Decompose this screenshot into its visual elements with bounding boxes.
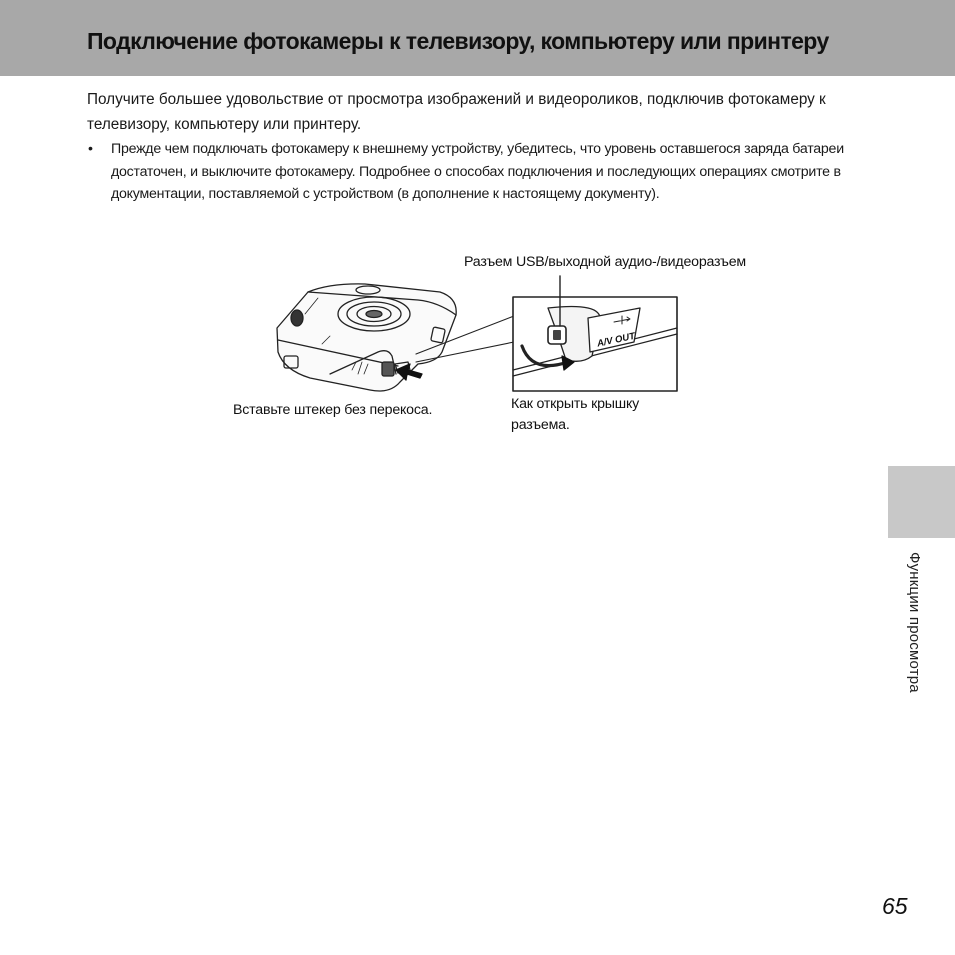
intro-paragraph: Получите большее удовольствие от просмотра изображений и видеороликов, подключив фотокамеру к телевизору, компьютеру или принтеру.: [87, 91, 826, 133]
section-tab-label: Функции просмотра: [906, 552, 923, 693]
page-number: 65: [882, 893, 908, 919]
bullet-text: Прежде чем подключать фотокамеру к внешнему устройству, убедитесь, что уровень оставшегося заряда батареи достаточен, и выключите фотокамеру. Подробнее о способах подключения и последующих операциях смотрите в документации, поставляемой с устройством (в дополнение к настоящему документу).: [111, 141, 844, 202]
section-tab: [888, 466, 955, 538]
connector-label: Разъем USB/выходной аудио-/видеоразъем: [464, 254, 746, 270]
connector-inset: [513, 276, 677, 391]
camera-connection-illustration: [270, 270, 690, 400]
bullet-icon: •: [88, 141, 93, 157]
av-out-marking: A/V OUT: [596, 330, 637, 350]
insert-plug-label: Вставьте штекер без перекоса.: [233, 402, 433, 418]
open-cover-label: [511, 394, 639, 436]
bullet-list: [87, 138, 847, 206]
camera-illustration: [277, 284, 456, 391]
open-cover-label-line2: разъема.: [511, 417, 570, 433]
open-cover-label-line1: Как открыть крышку: [511, 396, 640, 412]
page-title: Подключение фотокамеры к телевизору, компьютеру или принтеру: [87, 28, 829, 54]
list-item: [87, 138, 847, 206]
